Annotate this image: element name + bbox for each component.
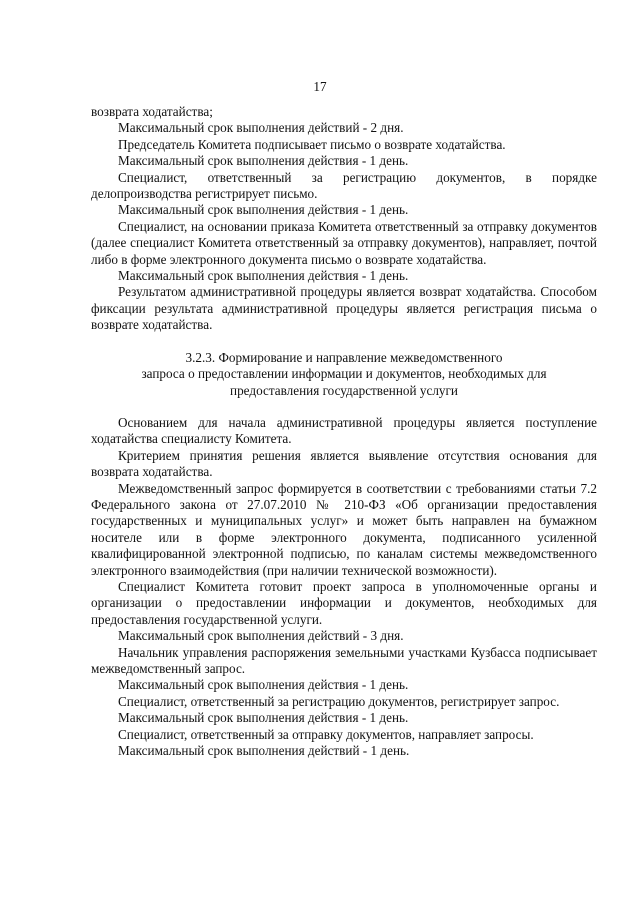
paragraph: возврата ходатайства; <box>91 104 213 119</box>
paragraph: Максимальный срок выполнения действия - 1 день. <box>118 710 409 726</box>
section-heading-line: запроса о предоставлении информации и документов, необходимых для <box>141 366 547 382</box>
paragraph: Критерием принятия решения является выявление отсутствия основания для возврата ходатайства. <box>91 447 597 480</box>
paragraph: Специалист, ответственный за регистрацию документов, в порядке делопроизводства регистрирует письмо. <box>91 169 597 202</box>
paragraph: Максимальный срок выполнения действий - 1 день. <box>118 743 410 759</box>
section-heading-line: 3.2.3. Формирование и направление межведомственного <box>185 349 503 365</box>
paragraph: Максимальный срок выполнения действий - 3 дня. <box>118 628 404 644</box>
paragraph: Максимальный срок выполнения действия - 1 день. <box>118 677 409 693</box>
paragraph: Основанием для начала административной процедуры является поступление ходатайства специалисту Комитета. <box>91 414 597 447</box>
paragraph: Специалист Комитета готовит проект запроса в уполномоченные органы и организации о предоставлении информации и документов, необходимых для предоставления государственной услуги. <box>91 578 597 627</box>
paragraph: Максимальный срок выполнения действия - 1 день. <box>118 268 409 284</box>
paragraph: Результатом административной процедуры является возврат ходатайства. Способом фиксации результата административной процедуры является регистрация письма о возврате ходатайства. <box>91 284 597 333</box>
paragraph: Специалист, на основании приказа Комитета ответственный за отправку документов (далее специалист Комитета ответственный за отправку документов), направляет, почтой либо в форме электронного документа письмо о возврате ходатайства. <box>91 218 597 267</box>
paragraph: Максимальный срок выполнения действия - 1 день. <box>118 202 409 218</box>
paragraph: Специалист, ответственный за регистрацию документов, регистрирует запрос. <box>118 693 560 709</box>
paragraph: Максимальный срок выполнения действий - 2 дня. <box>118 120 404 136</box>
paragraph: Председатель Комитета подписывает письмо о возврате ходатайства. <box>118 136 506 152</box>
page-number: 17 <box>313 79 327 94</box>
paragraph: Максимальный срок выполнения действия - 1 день. <box>118 153 409 169</box>
paragraph: Межведомственный запрос формируется в соответствии с требованиями статьи 7.2 Федерального закона от 27.07.2010 № 210-ФЗ «Об организации предоставления государственных и муниципальных услуг» и может быть направлен на бумажном носителе или в форме электронного документа, подписанного усиленной квалифицированной электронной подписью, по каналам системы межведомственного электронного взаимодействия (при наличии технической возможности). <box>91 480 597 578</box>
section-heading-line: предоставления государственной услуги <box>230 382 458 398</box>
document-body <box>91 104 597 759</box>
paragraph: Начальник управления распоряжения земельными участками Кузбасса подписывает межведомственный запрос. <box>91 644 597 676</box>
paragraph: Специалист, ответственный за отправку документов, направляет запросы. <box>118 726 534 742</box>
